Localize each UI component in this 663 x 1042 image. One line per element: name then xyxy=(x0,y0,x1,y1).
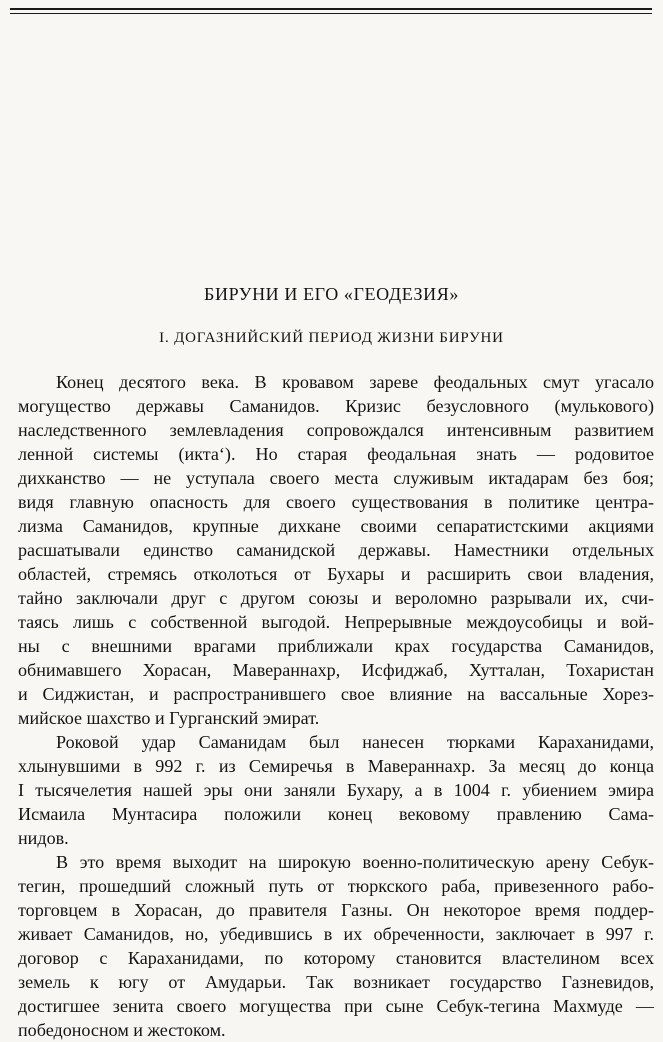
text-line: лизма Саманидов, крупные дихкане своими сепаратистскими акциями xyxy=(18,516,654,536)
text-line: торговцем в Хорасан, до правителя Газны. Он некоторое время поддер- xyxy=(18,900,654,920)
text-line: нидов. xyxy=(18,828,69,848)
text-line: тайно заключали друг с другом союзы и вероломно разрывали их, счи- xyxy=(18,588,654,608)
body-text xyxy=(18,370,654,1042)
text-line: Роковой удар Саманидам был нанесен тюрками Караханидами, xyxy=(56,732,654,752)
text-line: ны с внешними врагами приближали крах государства Саманидов, xyxy=(18,636,654,656)
text-line: I тысячелетия нашей эры они заняли Бухару, а в 1004 г. убиением эмира xyxy=(18,780,654,800)
paragraph-3 xyxy=(18,850,654,1042)
header-rule-thin xyxy=(10,13,652,14)
text-line: дихканство — не уступала своего места служивым иктадарам без боя; xyxy=(18,468,654,488)
text-line: хлынувшими в 992 г. из Семиречья в Мавераннахр. За месяц до конца xyxy=(18,756,654,776)
text-line: земель к югу от Амударьи. Так возникает государство Газневидов, xyxy=(18,972,654,992)
text-line: мийское шахство и Гурганский эмират. xyxy=(18,708,320,728)
text-line: победоносном и жестоком. xyxy=(18,1020,226,1040)
text-line: В это время выходит на широкую военно-политическую арену Себук- xyxy=(56,852,654,872)
text-line: наследственного землевладения сопровождался интенсивным развитием xyxy=(18,420,654,440)
text-line: ленной системы (икта‘). Но старая феодальная знать — родовитое xyxy=(18,444,654,464)
text-line: достигшее зенита своего могущества при сыне Себук-тегина Махмуде — xyxy=(18,996,654,1016)
text-line: живает Саманидов, но, убедившись в их обреченности, заключает в 997 г. xyxy=(18,924,654,944)
text-line: договор с Караханидами, по которому становится властелином всех xyxy=(18,948,654,968)
text-line: Конец десятого века. В кровавом зареве феодальных смут угасало xyxy=(56,372,654,392)
text-line: видя главную опасность для своего существования в политике центра- xyxy=(18,492,654,512)
paragraph-2 xyxy=(18,730,654,850)
text-line: областей, стремясь отколоться от Бухары и расширить свои владения, xyxy=(18,564,654,584)
text-line: тегин, прошедший сложный путь от тюркского раба, привезенного рабо- xyxy=(18,876,654,896)
section-heading: I. ДОГАЗНИЙСКИЙ ПЕРИОД ЖИЗНИ БИРУНИ xyxy=(159,330,504,346)
text-line: могущество державы Саманидов. Кризис безусловного (мулькового) xyxy=(18,396,654,416)
text-line: Исмаила Мунтасира положили конец вековому правлению Сама- xyxy=(18,804,654,824)
paragraph-1 xyxy=(18,370,654,730)
chapter-title: БИРУНИ И ЕГО «ГЕОДЕЗИЯ» xyxy=(204,284,459,304)
text-line: и Сиджистан, и распространившего свое влияние на вассальные Хорез- xyxy=(18,684,654,704)
text-line: таясь лишь с собственной выгодой. Непрерывные междоусобицы и вой- xyxy=(18,612,654,632)
header-rule-thick xyxy=(10,8,652,10)
text-line: расшатывали единство саманидской державы. Наместники отдельных xyxy=(18,540,654,560)
text-line: обнимавшего Хорасан, Мавераннахр, Исфиджаб, Хутталан, Тохаристан xyxy=(18,660,654,680)
